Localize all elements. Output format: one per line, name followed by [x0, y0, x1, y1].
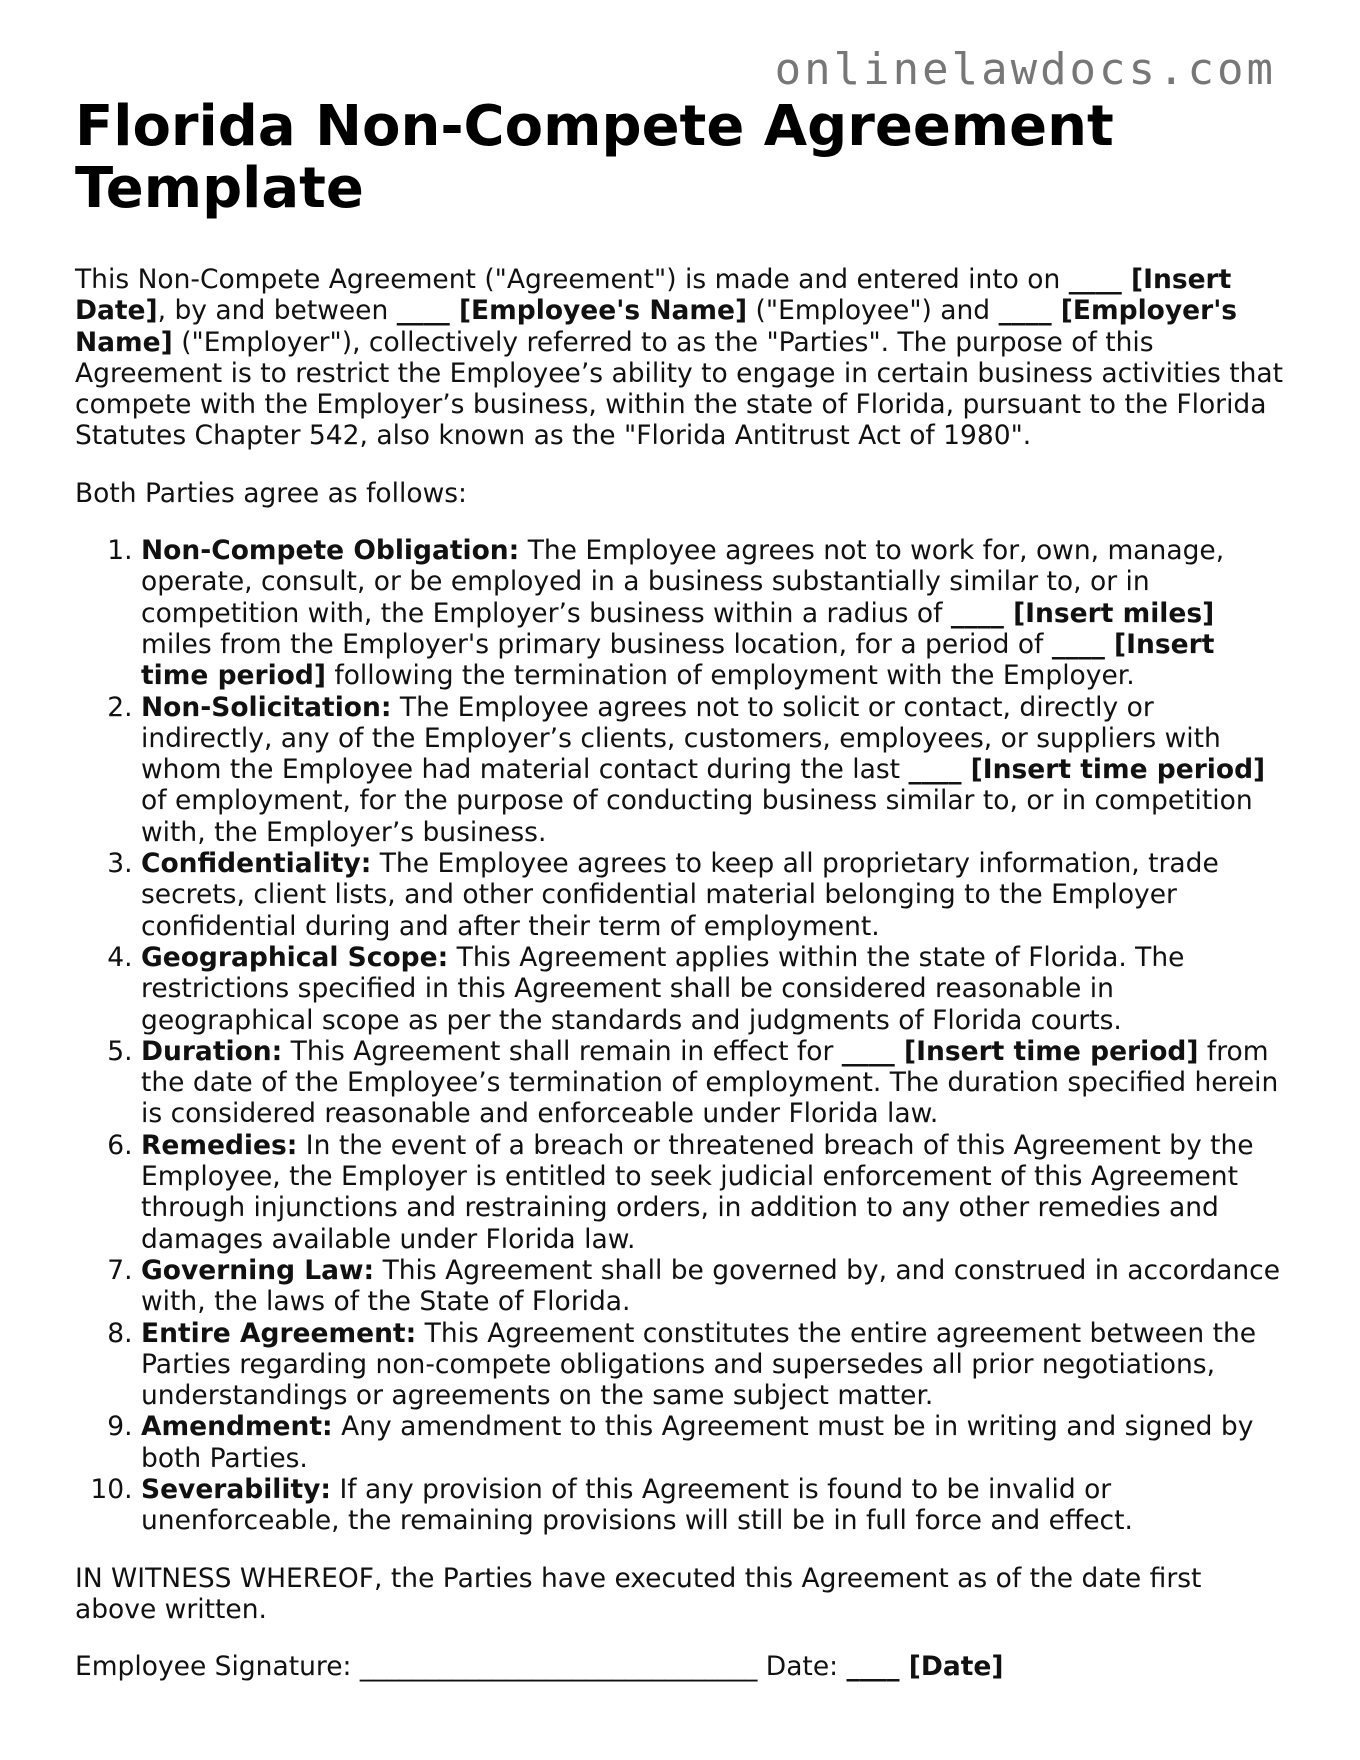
clause-heading: Geographical Scope: [141, 941, 449, 973]
clause-text: This Agreement shall remain in effect for [282, 1035, 842, 1067]
clause-text: from the date of the Employee’s termination of employment. The duration specified herein is considered reasonable and enforceable under Florida law. [141, 1035, 1279, 1130]
clause-heading: Remedies: [141, 1129, 298, 1161]
witness-paragraph: IN WITNESS WHEREOF, the Parties have executed this Agreement as of the date first above written. [75, 1562, 1202, 1625]
clause-heading: Non-Solicitation: [141, 691, 392, 723]
clause-remedies [141, 1130, 1285, 1255]
clause-heading: Severability: [141, 1473, 332, 1505]
clause-duration [141, 1036, 1285, 1130]
clause-heading: Non-Compete Obligation: [141, 535, 520, 567]
clause-heading: Duration: [141, 1035, 283, 1067]
clause-confidentiality [141, 848, 1285, 942]
clause-entire-agreement [141, 1318, 1285, 1412]
signature-line [75, 1651, 1285, 1682]
intro-paragraph [75, 264, 1285, 452]
clause-non-compete [141, 535, 1285, 691]
clause-heading: Entire Agreement: [141, 1317, 417, 1349]
clause-heading: Governing Law: [141, 1254, 375, 1286]
clause-heading: Amendment: [141, 1411, 333, 1443]
clause-text: The Employee agrees not to work for, own, manage, operate, consult, or be employed in a business substantially similar to, or in competition with, the Employer’s business within a radius of [141, 535, 1225, 629]
insert-time-period-placeholder: ____ [Insert time period] [908, 754, 1266, 786]
intro-text-3: ("Employee") and [747, 295, 999, 327]
signature-label: Employee Signature: ______________________________ Date: [75, 1651, 847, 1683]
clause-text: This Agreement applies within the state of Florida. The restrictions specified in this Agreement shall be considered reasonable in geographical scope as per the standards and judgments of Florida courts. [141, 941, 1185, 1036]
employee-name-placeholder: ____ [Employee's Name] [396, 295, 748, 327]
clause-severability [141, 1474, 1285, 1537]
clause-text: This Agreement shall be governed by, and construed in accordance with, the laws of the State of Florida. [141, 1254, 1281, 1318]
clause-text: In the event of a breach or threatened breach of this Agreement by the Employee, the Employer is entitled to seek judicial enforcement of this Agreement through injunctions and restraining orders, in addition to any other remedies and damages available under Florida law. [141, 1129, 1254, 1255]
clause-non-solicitation [141, 692, 1285, 848]
clause-heading: Confidentiality: [141, 848, 372, 880]
clause-text: If any provision of this Agreement is found to be invalid or unenforceable, the remaining provisions will still be in full force and effect. [141, 1473, 1133, 1537]
clause-text: Any amendment to this Agreement must be in writing and signed by both Parties. [141, 1411, 1254, 1474]
clause-list [75, 535, 1285, 1537]
clause-amendment [141, 1411, 1285, 1474]
clause-text: The Employee agrees to keep all proprietary information, trade secrets, client lists, and other confidential material belonging to the Employer confidential during and after their term of employment. [141, 848, 1219, 942]
watermark-text: onlinelawdocs.com [774, 44, 1276, 95]
clause-geographical-scope [141, 942, 1285, 1036]
insert-time-period-placeholder: ____ [Insert time period] [141, 628, 1215, 692]
clause-text: This Agreement constitutes the entire agreement between the Parties regarding non-compete obligations and supersedes all prior negotiations, understandings or agreements on the same subject matter. [141, 1317, 1257, 1412]
insert-date-placeholder: ____ [Insert Date] [75, 264, 1232, 327]
document-page [75, 96, 1285, 1682]
clause-text: miles from the Employer's primary business location, for a period of [141, 628, 1052, 660]
intro-text-2: , by and between [157, 295, 397, 327]
clause-text: following the termination of employment with the Employer. [325, 660, 1135, 692]
date-placeholder: ____ [Date] [846, 1651, 1004, 1683]
intro-text-1: This Non-Compete Agreement ("Agreement") is made and entered into on [75, 264, 1069, 295]
clause-governing-law [141, 1255, 1285, 1318]
lead-sentence: Both Parties agree as follows: [75, 477, 467, 509]
insert-miles-placeholder: ____ [Insert miles] [950, 597, 1215, 629]
intro-text-4: ("Employer"), collectively referred to as the "Parties". The purpose of this Agreement is to restrict the Employee’s ability to engage in certain business activities that compete with the Employer’s business, within the state of Florida, pursuant to the Florida Statutes Chapter 542, also known as the "Florida Antitrust Act of 1980". [75, 326, 1284, 452]
employer-name-placeholder: ____ [Employer's Name] [75, 295, 1238, 358]
document-title: Florida Non-Compete Agreement Template [75, 94, 1114, 221]
clause-text: The Employee agrees not to solicit or contact, directly or indirectly, any of the Employer’s clients, customers, employees, or suppliers with whom the Employee had material contact during the last [141, 691, 1221, 786]
insert-time-period-placeholder: ____ [Insert time period] [841, 1035, 1199, 1067]
clause-text: of employment, for the purpose of conducting business similar to, or in competition with, the Employer’s business. [141, 785, 1253, 848]
